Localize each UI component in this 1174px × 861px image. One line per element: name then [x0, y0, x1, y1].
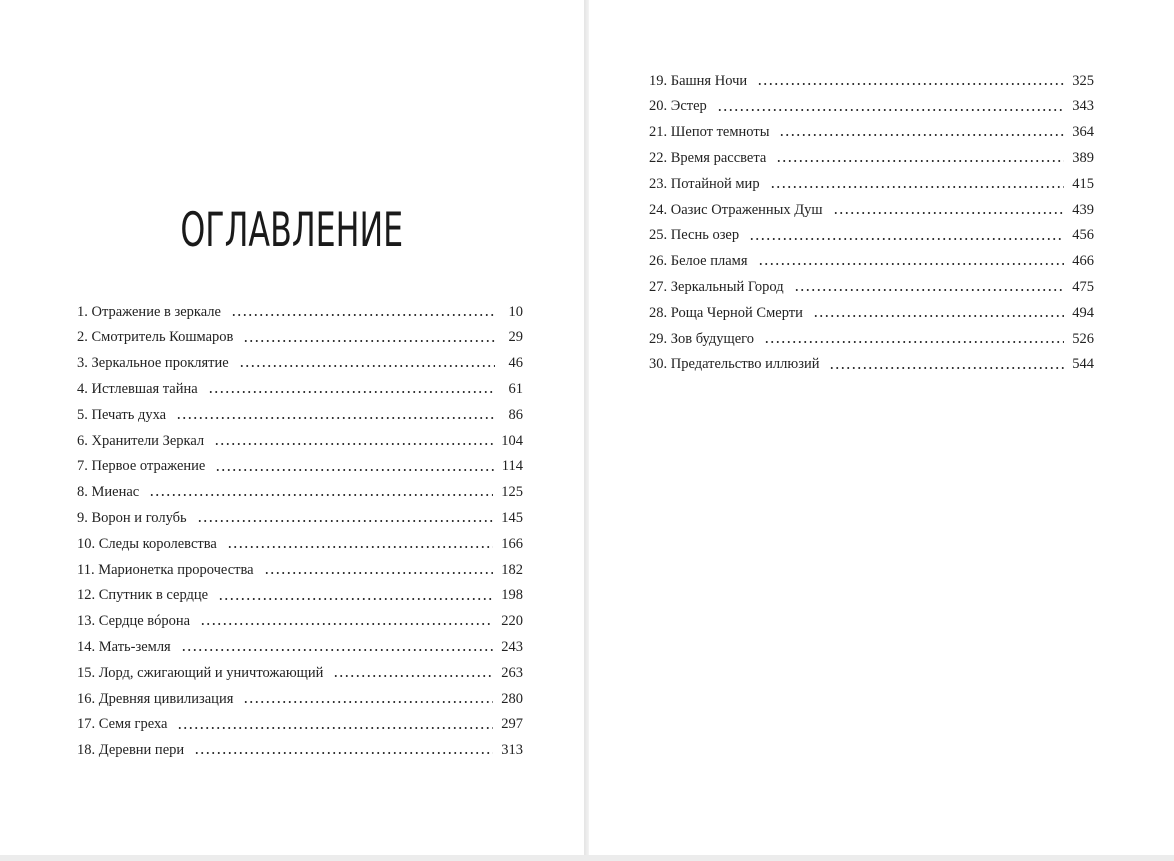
toc-entry[interactable]	[649, 197, 1094, 223]
toc-entry-page: 182	[501, 561, 523, 578]
toc-entry-page: 263	[501, 664, 523, 681]
toc-entry[interactable]	[649, 120, 1094, 146]
toc-entry-page: 114	[501, 458, 523, 475]
toc-entry[interactable]	[77, 454, 523, 480]
toc-entry-title: 11. Марионетка пророчества	[77, 561, 254, 578]
toc-entry[interactable]	[77, 299, 523, 325]
dot-leader	[717, 109, 1064, 111]
dot-leader	[176, 417, 495, 419]
toc-entry[interactable]	[77, 738, 523, 764]
toc-list-left	[77, 299, 523, 763]
dot-leader	[794, 289, 1065, 291]
toc-entry[interactable]	[77, 583, 523, 609]
toc-entry-page: 544	[1072, 356, 1094, 373]
toc-entry-title: 19. Башня Ночи	[649, 72, 748, 89]
toc-entry-title: 2. Смотритель Кошмаров	[77, 329, 234, 346]
toc-entry[interactable]	[649, 223, 1094, 249]
toc-entry-title: 5. Печать духа	[77, 406, 167, 423]
page-title: ОГЛАВЛЕНИЕ	[180, 202, 404, 259]
dot-leader	[757, 83, 1064, 85]
dot-leader	[214, 443, 493, 445]
toc-entry[interactable]	[77, 712, 523, 738]
toc-entry-page: 220	[501, 613, 523, 630]
dot-leader	[231, 314, 495, 316]
dot-leader	[776, 160, 1064, 162]
toc-entry[interactable]	[649, 145, 1094, 171]
toc-entry[interactable]	[77, 428, 523, 454]
toc-entry-title: 10. Следы королевства	[77, 535, 217, 552]
toc-entry-page: 456	[1072, 227, 1094, 244]
toc-entry-title: 26. Белое пламя	[649, 253, 748, 270]
dot-leader	[764, 341, 1064, 343]
toc-entry-title: 8. Миенас	[77, 484, 140, 501]
title-wrap	[0, 202, 584, 259]
toc-entry-title: 24. Оазис Отраженных Душ	[649, 201, 823, 218]
toc-entry-page: 125	[501, 484, 523, 501]
toc-entry-title: 27. Зеркальный Город	[649, 279, 784, 296]
toc-entry[interactable]	[77, 505, 523, 531]
dot-leader	[149, 494, 493, 496]
toc-entry[interactable]	[649, 94, 1094, 120]
toc-entry-title: 7. Первое отражение	[77, 458, 206, 475]
toc-entry-title: 18. Деревни пери	[77, 742, 185, 759]
dot-leader	[243, 340, 495, 342]
toc-entry-page: 243	[501, 639, 523, 655]
toc-entry-page: 166	[501, 535, 523, 552]
toc-entry-page: 415	[1072, 175, 1094, 192]
dot-leader	[833, 212, 1065, 214]
toc-entry-page: 61	[508, 381, 523, 398]
toc-entry[interactable]	[649, 249, 1094, 275]
toc-entry[interactable]	[77, 402, 523, 428]
toc-entry-title: 1. Отражение в зеркале	[77, 303, 221, 320]
toc-entry-page: 439	[1072, 201, 1094, 218]
dot-leader	[181, 649, 494, 651]
toc-entry[interactable]	[77, 634, 523, 660]
toc-entry-page: 494	[1072, 304, 1094, 321]
toc-entry-page: 466	[1072, 253, 1094, 270]
toc-list-right	[649, 68, 1094, 378]
dot-leader	[215, 469, 493, 471]
toc-entry-page: 86	[508, 406, 523, 423]
toc-entry-page: 526	[1072, 330, 1094, 347]
toc-entry[interactable]	[649, 171, 1094, 197]
dot-leader	[239, 365, 495, 367]
toc-entry-page: 364	[1072, 124, 1094, 141]
toc-entry-title: 28. Роща Черной Смерти	[649, 304, 803, 321]
dot-leader	[218, 598, 493, 600]
toc-entry-title: 30. Предательство иллюзий	[649, 356, 820, 373]
toc-entry[interactable]	[649, 68, 1094, 94]
dot-leader	[227, 546, 493, 548]
dot-leader	[813, 315, 1064, 317]
toc-entry-page: 145	[501, 510, 523, 527]
toc-entry[interactable]	[77, 609, 523, 635]
toc-entry[interactable]	[77, 686, 523, 712]
toc-entry-page: 198	[501, 587, 523, 604]
dot-leader	[333, 675, 493, 677]
toc-entry[interactable]	[77, 376, 523, 402]
toc-entry-title: 12. Спутник в сердце	[77, 587, 209, 604]
toc-entry[interactable]	[649, 274, 1094, 300]
dot-leader	[779, 134, 1064, 136]
toc-entry[interactable]	[77, 660, 523, 686]
dot-leader	[194, 752, 493, 754]
toc-entry-page: 29	[508, 329, 523, 346]
toc-entry-title: 16. Древняя цивилизация	[77, 690, 234, 707]
dot-leader	[200, 623, 493, 625]
toc-entry-title: 9. Ворон и голубь	[77, 510, 187, 527]
dot-leader	[749, 238, 1064, 240]
toc-entry[interactable]	[77, 557, 523, 583]
bottom-edge	[0, 855, 1174, 861]
toc-entry-page: 280	[501, 690, 523, 707]
toc-entry-title: 21. Шепот темноты	[649, 124, 770, 141]
toc-entry-title: 14. Мать-земля	[77, 639, 171, 655]
toc-entry-page: 297	[501, 716, 523, 733]
toc-entry-title: 3. Зеркальное проклятие	[77, 355, 229, 372]
dot-leader	[208, 391, 495, 393]
toc-entry-page: 343	[1072, 98, 1094, 115]
toc-entry-title: 13. Сердце вóрона	[77, 613, 191, 630]
toc-entry-title: 20. Эстер	[649, 98, 707, 115]
dot-leader	[829, 367, 1064, 369]
toc-entry-title: 17. Семя греха	[77, 716, 168, 733]
toc-entry-page: 313	[501, 742, 523, 759]
toc-entry-title: 22. Время рассвета	[649, 150, 767, 167]
dot-leader	[770, 186, 1065, 188]
dot-leader	[243, 701, 493, 703]
toc-entry-page: 10	[508, 303, 523, 320]
toc-entry-page: 46	[508, 355, 523, 372]
toc-entry-title: 6. Хранители Зеркал	[77, 432, 205, 449]
toc-entry-title: 29. Зов будущего	[649, 330, 754, 347]
toc-entry[interactable]	[77, 325, 523, 351]
toc-entry-page: 325	[1072, 72, 1094, 89]
toc-entry-title: 23. Потайной мир	[649, 175, 760, 192]
toc-entry[interactable]	[649, 326, 1094, 352]
dot-leader	[758, 263, 1065, 265]
toc-entry[interactable]	[77, 480, 523, 506]
toc-entry[interactable]	[649, 352, 1094, 378]
toc-entry-title: 25. Песнь озер	[649, 227, 740, 244]
toc-entry[interactable]	[77, 351, 523, 377]
dot-leader	[264, 572, 494, 574]
dot-leader	[197, 520, 494, 522]
toc-entry-title: 15. Лорд, сжигающий и уничтожающий	[77, 664, 324, 681]
toc-entry-page: 104	[501, 432, 523, 449]
toc-entry-title: 4. Истлевшая тайна	[77, 381, 198, 398]
dot-leader	[177, 727, 493, 729]
toc-entry-page: 389	[1072, 150, 1094, 167]
toc-entry[interactable]	[77, 531, 523, 557]
toc-entry[interactable]	[649, 300, 1094, 326]
toc-entry-page: 475	[1072, 279, 1094, 296]
